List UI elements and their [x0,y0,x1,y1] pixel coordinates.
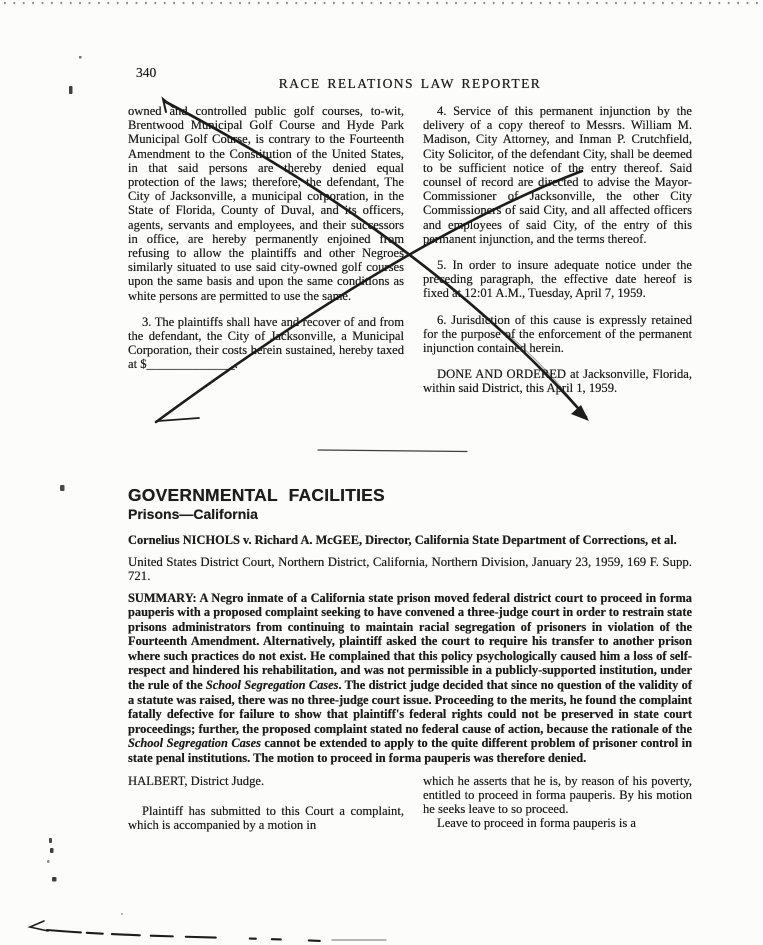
order-paragraph-5: 5. In order to insure adequate notice under the preceding paragraph, the effective date hereof is fixed at 12:01 A.M., Tuesday, April 7, 1959. [423,258,692,301]
opinion-paragraph-left: Plaintiff has submitted to this Court a complaint, which is accompanied by a motion in [128,803,404,833]
section-subheading: Prisons—California [128,506,258,522]
section-heading: GOVERNMENTAL FACILITIES [128,485,385,505]
order-paragraph-3: 3. The plaintiffs shall have and recover of and from the defendant, the City of Jacksonville, a Municipal Corporation, their costs herein sustained, hereby taxed at $______________. [128,314,404,372]
case-section [128,486,692,832]
order-paragraph-6: 6. Jurisdiction of this cause is expressly retained for the purpose of the enforcement of the permanent injunction contained herein. [423,312,692,356]
order-done-ordered: DONE AND ORDERED at Jacksonville, Florida, within said District, this April 1, 1959. [423,367,692,396]
margin-ink-specks [47,56,82,882]
judge-line: HALBERT, District Judge. [128,773,265,788]
underline-mark [318,450,467,452]
order-right-column [423,104,692,396]
opinion-paragraph-right-1: which he asserts that he is, by reason of his poverty, entitled to proceed in forma pauperis. By his motion he seeks leave to so proceed. [423,773,692,817]
page-number: 340 [136,65,157,80]
opinion-paragraph-right-2: Leave to proceed in forma pauperis is a [437,816,636,831]
case-title: Cornelius NICHOLS v. Richard A. McGEE, Director, California State Department of Corrections, et al. [128,533,677,547]
order-left-column [128,104,404,396]
order-paragraph-4: 4. Service of this permanent injunction by the delivery of a copy thereof to Messrs. William M. Madison, City Attorney, and Inman P. Crutchfield, City Solicitor, of the defendant City, shall be deemed to be sufficient notice of the entry thereof. Said counsel of record are directed to advise the Mayor-Commissioner of Jacksonville, the other City Commissioners of said City, and all affected officers and employees of said City, of the entry of this permanent injunction, and the terms thereof. [423,104,692,246]
opinion-left-column [128,774,404,833]
case-summary: SUMMARY: A Negro inmate of a California state prison moved federal district court to proceed in forma pauperis with a proposed complaint seeking to have convened a three-judge court in order to restrain state prisons administrators from continuing to maintain racial segregation of prisoners in violation of the Fourteenth Amendment. Alternatively, plaintiff asked the court to require his transfer to another prison where such practices do not exist. He complained that this policy psychologically caused him a loss of self-respect and hindered his rehabilitation, and was not permissible in a publicly-supported institution, under the rule of the School Segregation Cases. The district judge decided that since no question of the validity of a statute was raised, there was no three-judge court issue. Proceeding to the merits, he found the complaint fatally defective for failure to show that plaintiff's federal rights could not be preserved in state court proceedings; further, the proposed complaint stated no federal cause of action, because the rationale of the School Segregation Cases cannot be extended to apply to the quite different problem of prisoner control in state penal institutions. The motion to proceed in forma pauperis was therefore denied. [128,590,692,766]
opinion-right-column [423,774,692,833]
journal-title: RACE RELATIONS LAW REPORTER [278,76,542,91]
court-citation-line: United States District Court, Northern District, California, Northern Division, January 23, 1959, 169 F. Supp. 721. [128,554,692,583]
order-paragraph-continuation: owned and controlled public golf courses, to-wit, Brentwood Municipal Golf Course and Hyde Park Municipal Golf Course, is contrary to the Fourteenth Amendment to the Constitution of the United States, in that said persons are thereby denied equal protection of the laws; therefore, the defendant, The City of Jacksonville, a municipal corporation, in the State of Florida, County of Duval, and its officers, agents, servants and employees, and their successors in office, are hereby permanently enjoined from refusing to allow the plaintiffs and other Negroes similarly situated to use said city-owned golf courses upon the same basis and upon the same conditions as white persons are permitted to use the same. [128,104,404,303]
opinion-columns [128,774,692,833]
bottom-scribble-line [30,913,386,941]
order-text-columns [128,104,692,396]
